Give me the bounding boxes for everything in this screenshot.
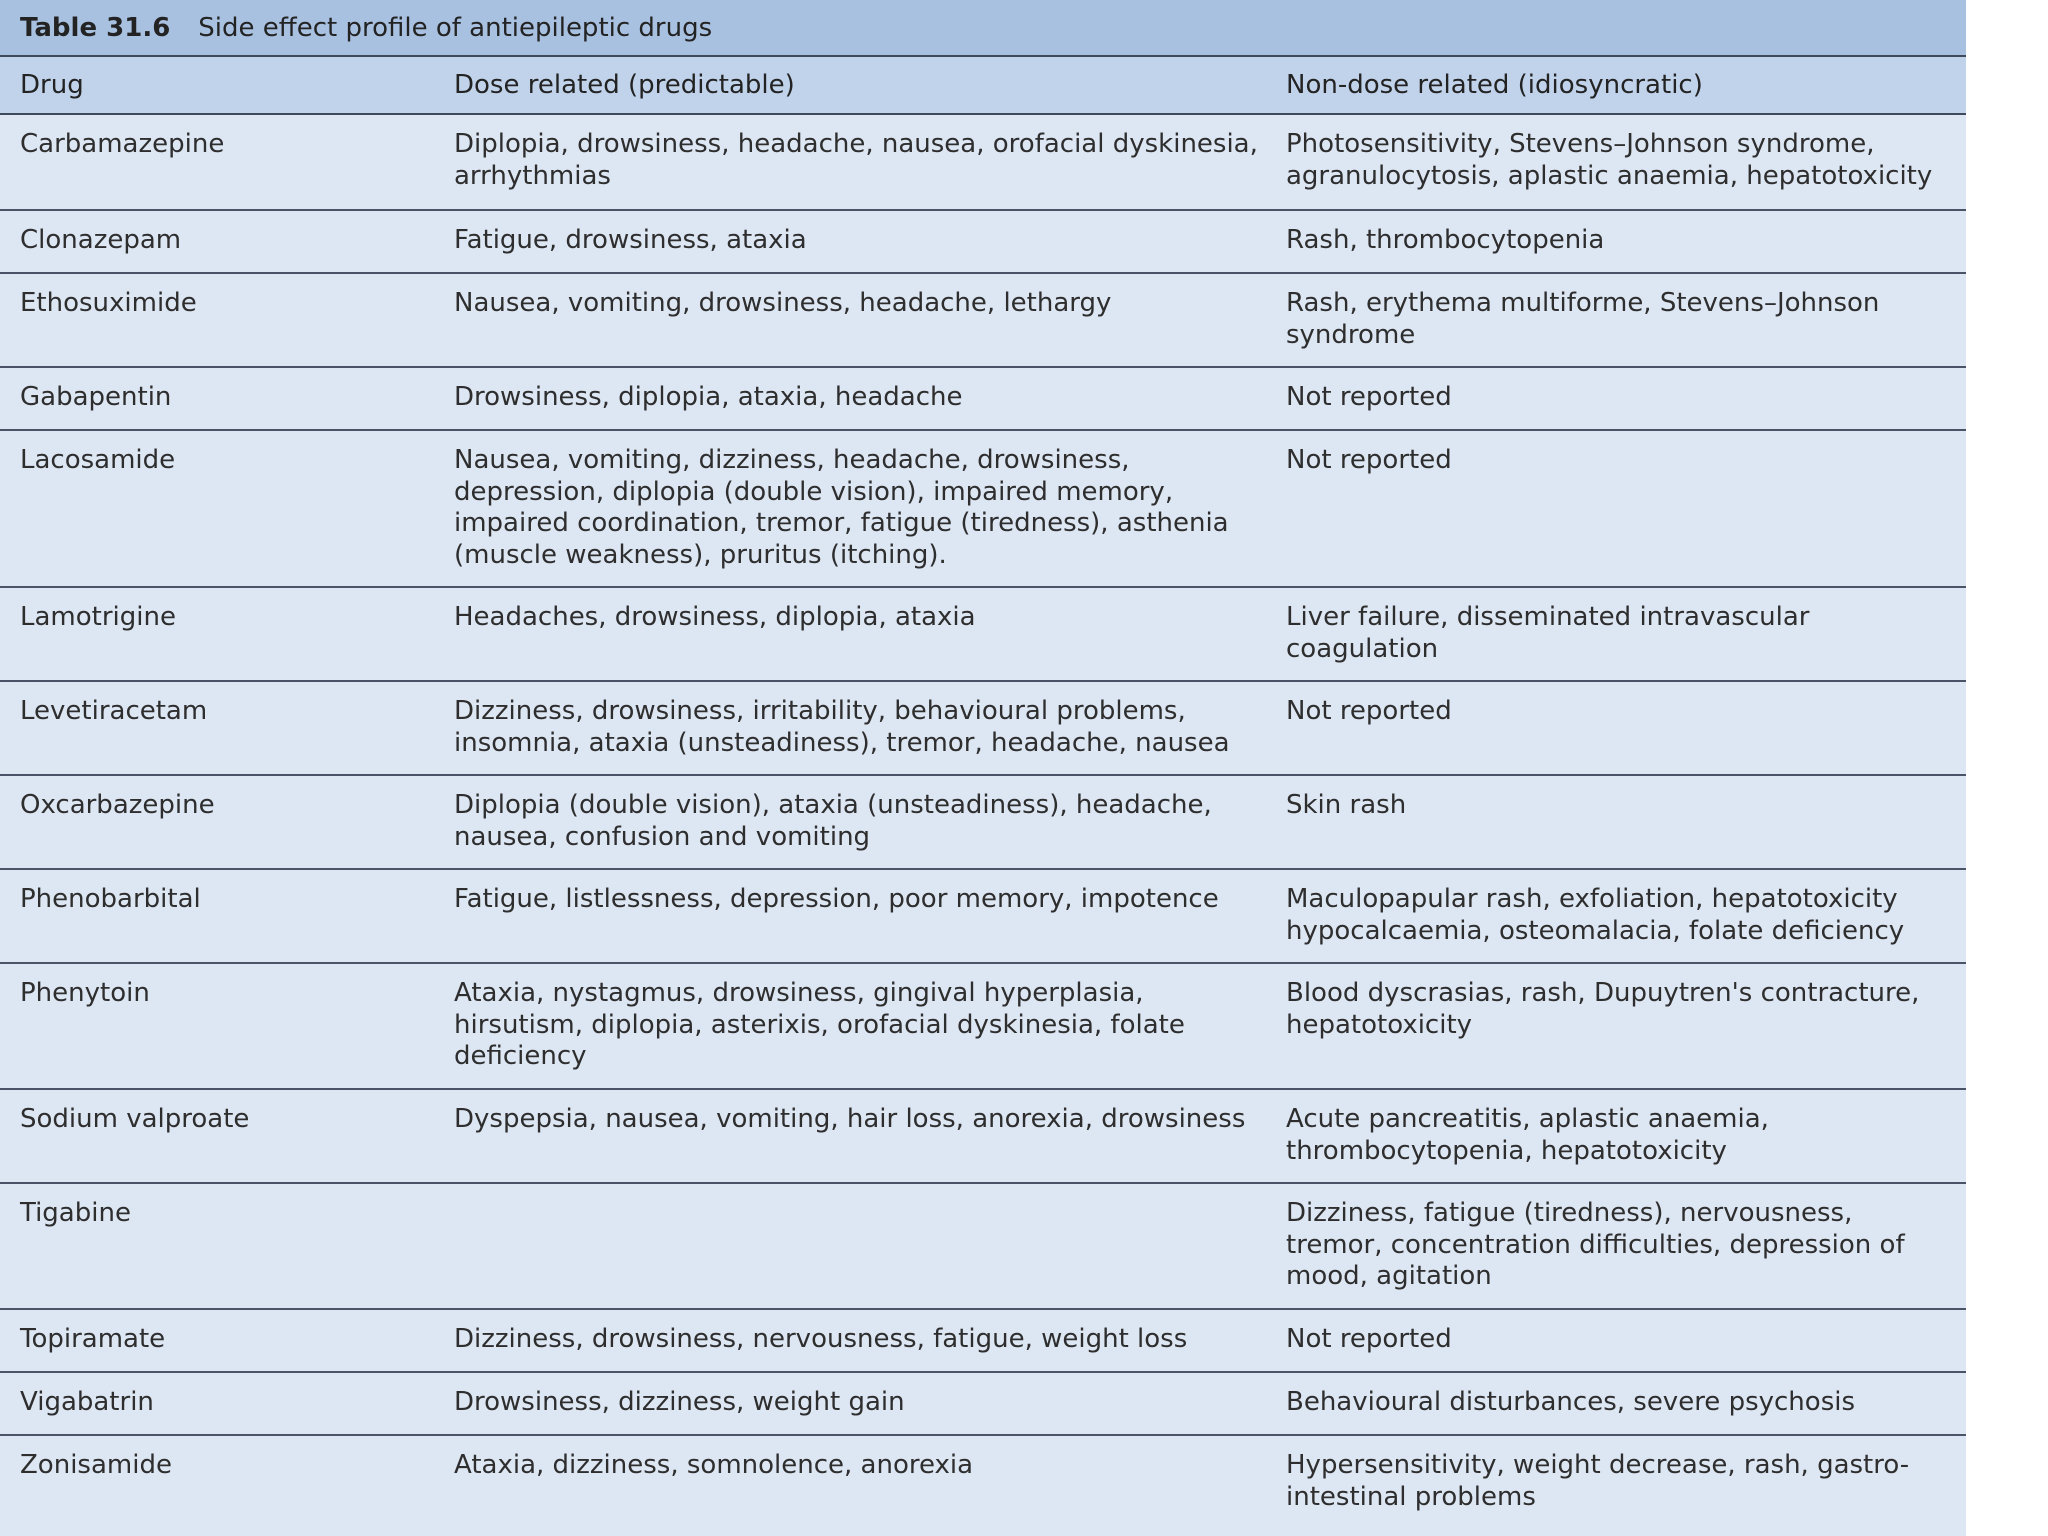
drug-cell: Sodium valproate: [20, 1104, 250, 1134]
dose-related-cell: Headaches, drowsiness, diplopia, ataxia: [454, 602, 976, 632]
table-row: [0, 1436, 1966, 1530]
table-caption: [0, 0, 1966, 57]
non-dose-related-cell: Acute pancreatitis, aplastic anaemia, thrombocytopenia, hepatotoxicity: [1286, 1104, 1769, 1166]
non-dose-related-cell: Photosensitivity, Stevens–Johnson syndrome, agranulocytosis, aplastic anaemia, hepatotoxicity: [1286, 129, 1933, 191]
non-dose-related-cell: Skin rash: [1286, 790, 1407, 820]
table-row: [0, 368, 1966, 431]
drug-cell: Tigabine: [20, 1198, 131, 1228]
table-row: [0, 588, 1966, 682]
table-title: Side effect profile of antiepileptic drugs: [198, 12, 713, 43]
table-row: [0, 115, 1966, 211]
non-dose-related-cell: Maculopapular rash, exfoliation, hepatotoxicity hypocalcaemia, osteomalacia, folate deficiency: [1286, 884, 1905, 946]
drug-cell: Vigabatrin: [20, 1387, 154, 1417]
table-row: [0, 211, 1966, 274]
drug-cell: Clonazepam: [20, 225, 182, 255]
non-dose-related-cell: Not reported: [1286, 382, 1452, 412]
header-drug: Drug: [20, 70, 84, 100]
drug-cell: Lamotrigine: [20, 602, 176, 632]
drug-cell: Oxcarbazepine: [20, 790, 215, 820]
non-dose-related-cell: Not reported: [1286, 1324, 1452, 1354]
non-dose-related-cell: Behavioural disturbances, severe psychosis: [1286, 1387, 1856, 1417]
drug-cell: Carbamazepine: [20, 129, 225, 159]
dose-related-cell: [434, 1184, 1266, 1308]
dose-related-cell: Drowsiness, dizziness, weight gain: [454, 1387, 905, 1417]
table-number: Table 31.6: [20, 12, 171, 43]
non-dose-related-cell: Not reported: [1286, 696, 1452, 726]
drug-cell: Ethosuximide: [20, 288, 197, 318]
drug-cell: Phenytoin: [20, 978, 150, 1008]
table-row: [0, 870, 1966, 964]
drug-cell: Lacosamide: [20, 445, 176, 475]
header-dose-related: Dose related (predictable): [454, 70, 795, 100]
dose-related-cell: Nausea, vomiting, drowsiness, headache, lethargy: [454, 288, 1112, 318]
dose-related-cell: Dizziness, drowsiness, irritability, behavioural problems, insomnia, ataxia (unsteadiness), tremor, headache, nausea: [454, 696, 1230, 758]
dose-related-cell: Ataxia, nystagmus, drowsiness, gingival hyperplasia, hirsutism, diplopia, asterixis, orofacial dyskinesia, folate deficiency: [454, 978, 1185, 1071]
dose-related-cell: Ataxia, dizziness, somnolence, anorexia: [454, 1450, 974, 1480]
dose-related-cell: Fatigue, drowsiness, ataxia: [454, 225, 807, 255]
non-dose-related-cell: Liver failure, disseminated intravascular coagulation: [1286, 602, 1810, 664]
non-dose-related-cell: Hypersensitivity, weight decrease, rash, gastro-intestinal problems: [1286, 1450, 1910, 1512]
non-dose-related-cell: Dizziness, fatigue (tiredness), nervousness, tremor, concentration difficulties, depression of mood, agitation: [1286, 1198, 1905, 1291]
dose-related-cell: Diplopia, drowsiness, headache, nausea, orofacial dyskinesia, arrhythmias: [454, 129, 1258, 191]
table-row: [0, 1310, 1966, 1373]
table-row: [0, 1090, 1966, 1184]
dose-related-cell: Diplopia (double vision), ataxia (unsteadiness), headache, nausea, confusion and vomiting: [454, 790, 1212, 852]
non-dose-related-cell: Rash, thrombocytopenia: [1286, 225, 1605, 255]
dose-related-cell: Fatigue, listlessness, depression, poor memory, impotence: [454, 884, 1219, 914]
drug-cell: Phenobarbital: [20, 884, 201, 914]
table-row: [0, 964, 1966, 1090]
drug-cell: Levetiracetam: [20, 696, 208, 726]
table-row: [0, 1184, 1966, 1310]
table-row: [0, 776, 1966, 870]
non-dose-related-cell: Not reported: [1286, 445, 1452, 475]
drug-cell: Gabapentin: [20, 382, 172, 412]
table-row: [0, 431, 1966, 588]
drug-cell: Zonisamide: [20, 1450, 172, 1480]
drug-cell: Topiramate: [20, 1324, 166, 1354]
non-dose-related-cell: Blood dyscrasias, rash, Dupuytren's contracture, hepatotoxicity: [1286, 978, 1920, 1040]
dose-related-cell: Drowsiness, diplopia, ataxia, headache: [454, 382, 963, 412]
table-row: [0, 682, 1966, 776]
table-row: [0, 1373, 1966, 1436]
dose-related-cell: Nausea, vomiting, dizziness, headache, drowsiness, depression, diplopia (double vision), impaired memory, impaired coordination, tremor, fatigue (tiredness), asthenia (muscle weakness), pruritus (itching).: [454, 445, 1229, 570]
table-row: [0, 274, 1966, 368]
header-non-dose-related: Non-dose related (idiosyncratic): [1286, 70, 1703, 100]
dose-related-cell: Dyspepsia, nausea, vomiting, hair loss, anorexia, drowsiness: [454, 1104, 1246, 1134]
non-dose-related-cell: Rash, erythema multiforme, Stevens–Johnson syndrome: [1286, 288, 1880, 350]
dose-related-cell: Dizziness, drowsiness, nervousness, fatigue, weight loss: [454, 1324, 1188, 1354]
table-header: [0, 57, 1966, 115]
